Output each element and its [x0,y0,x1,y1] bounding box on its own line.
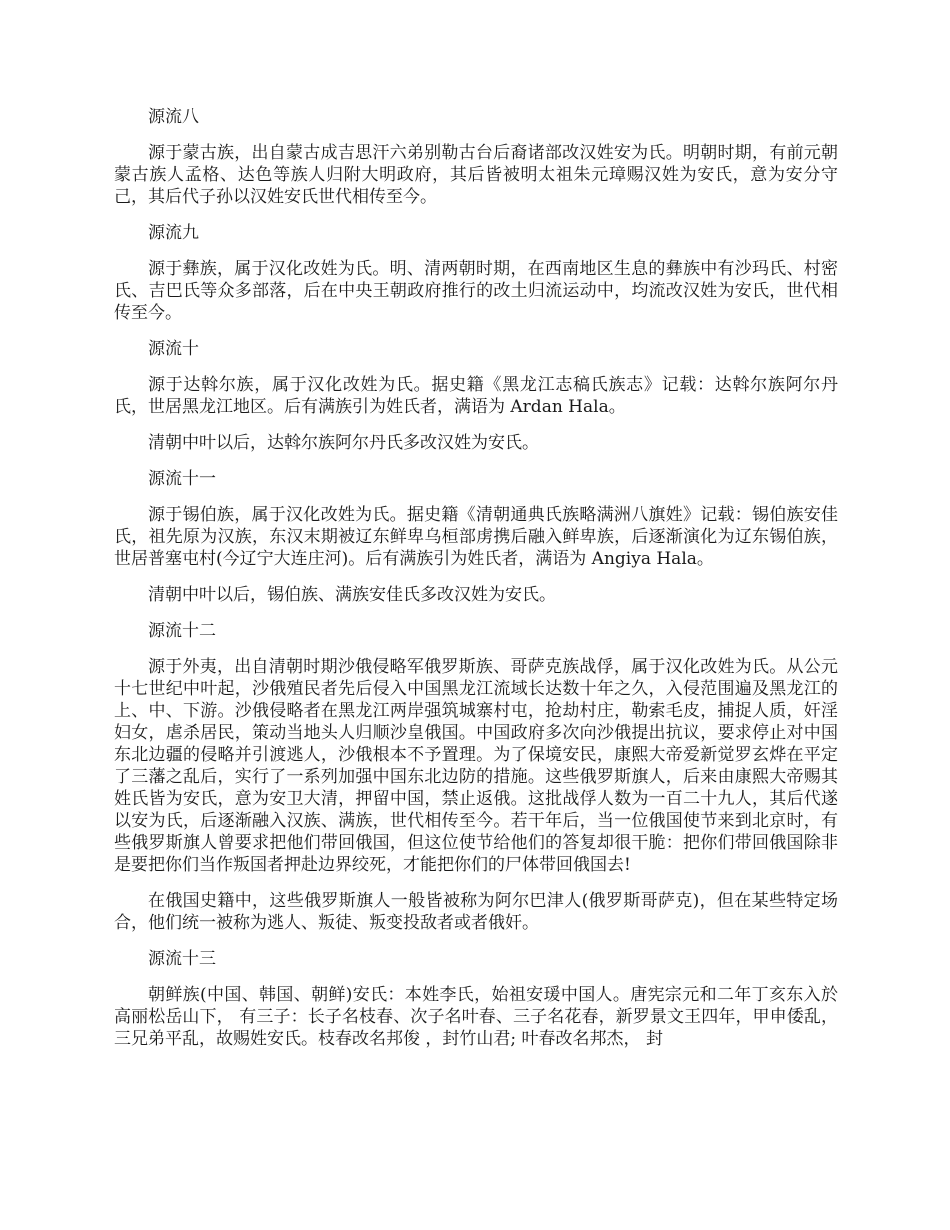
paragraph: 朝鲜族(中国、韩国、朝鲜)安氏：本姓李氏，始祖安瑗中国人。唐宪宗元和二年丁亥东入於高丽松岳山下， 有三子：长子名枝春、次子名叶春、三子名花春，新罗景文王四年，甲申倭乱，三兄弟平乱，故赐姓安氏。枝春改名邦俊 ，封竹山君; 叶春改名邦杰， 封 [114,985,838,1049]
section-heading-11: 源流十一 [148,469,216,489]
section-heading-13: 源流十三 [148,949,216,969]
paragraph: 源于彝族，属于汉化改姓为氏。明、清两朝时期，在西南地区生息的彝族中有沙玛氏、村密氏、吉巴氏等众多部落，后在中央王朝政府推行的改土归流运动中，均流改汉姓为安氏，世代相传至今。 [114,259,838,323]
paragraph: 清朝中叶以后，锡伯族、满族安佳氏多改汉姓为安氏。 [148,585,556,605]
section-heading-10: 源流十 [148,339,199,359]
document-body [114,106,838,1064]
paragraph: 在俄国史籍中，这些俄罗斯旗人一般皆被称为阿尔巴津人(俄罗斯哥萨克)，但在某些特定场合，他们统一被称为逃人、叛徒、叛变投敌者或者俄奸。 [114,891,838,933]
section-heading-9: 源流九 [148,223,199,243]
paragraph: 源于蒙古族，出自蒙古成吉思汗六弟别勒古台后裔诸部改汉姓安为氏。明朝时期，有前元朝蒙古族人孟格、达色等族人归附大明政府，其后皆被明太祖朱元璋赐汉姓为安氏，意为安分守己，其后代子孙以汉姓安氏世代相传至今。 [114,143,838,207]
section-heading-12: 源流十二 [148,621,216,641]
paragraph: 源于达斡尔族，属于汉化改姓为氏。据史籍《黑龙江志稿氏族志》记载：达斡尔族阿尔丹氏，世居黑龙江地区。后有满族引为姓氏者，满语为 Ardan Hala。 [114,375,838,417]
paragraph: 源于锡伯族，属于汉化改姓为氏。据史籍《清朝通典氏族略满洲八旗姓》记载：锡伯族安佳氏，祖先原为汉族，东汉末期被辽东鲜卑乌桓部虏携后融入鲜卑族，后逐渐演化为辽东锡伯族，世居普塞屯村(今辽宁大连庄河)。后有满族引为姓氏者，满语为 Angiya Hala。 [114,505,838,569]
section-heading-8: 源流八 [148,107,199,127]
paragraph: 清朝中叶以后，达斡尔族阿尔丹氏多改汉姓为安氏。 [148,433,539,453]
paragraph: 源于外夷，出自清朝时期沙俄侵略军俄罗斯族、哥萨克族战俘，属于汉化改姓为氏。从公元十七世纪中叶起，沙俄殖民者先后侵入中国黑龙江流域长达数十年之久，入侵范围遍及黑龙江的上、中、下游。沙俄侵略者在黑龙江两岸强筑城寨村屯，抢劫村庄，勒索毛皮，捕捉人质，奸淫妇女，虐杀居民，策动当地头人归顺沙皇俄国。中国政府多次向沙俄提出抗议，要求停止对中国东北边疆的侵略并引渡逃人，沙俄根本不予置理。为了保境安民，康熙大帝爱新觉罗玄烨在平定了三藩之乱后，实行了一系列加强中国东北边防的措施。这些俄罗斯旗人，后来由康熙大帝赐其姓氏皆为安氏，意为安卫大清，押留中国，禁止返俄。这批战俘人数为一百二十九人，其后代遂以安为氏，后逐渐融入汉族、满族，世代相传至今。若干年后，当一位俄国使节来到北京时，有些俄罗斯旗人曾要求把他们带回俄国，但这位使节给他们的答复却很干脆：把你们带回俄国除非是要把你们当作叛国者押赴边界绞死，才能把你们的尸体带回俄国去! [114,657,838,875]
